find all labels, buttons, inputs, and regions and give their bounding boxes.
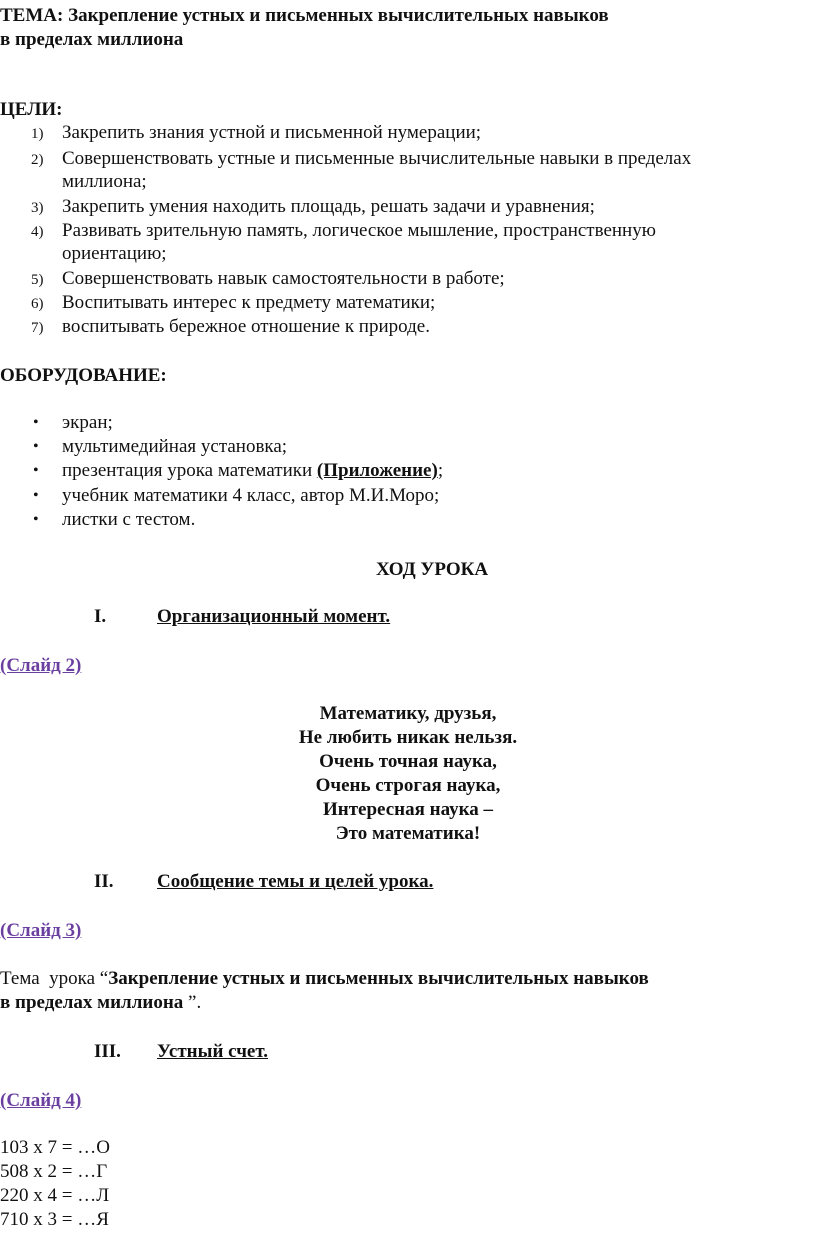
poem-line: Очень точная наука, — [319, 751, 497, 772]
goal-text-continued: ориентацию; — [62, 243, 167, 264]
poem-line: Математику, друзья, — [319, 703, 497, 724]
goal-text: Совершенствовать навык самостоятельности в работе; — [62, 268, 505, 289]
goal-number: 5) — [31, 272, 44, 288]
bullet-icon: • — [33, 414, 39, 431]
goal-text: Развивать зрительную память, логическое мышление, пространственную — [62, 220, 656, 241]
lesson-heading: ХОД УРОКА — [376, 559, 489, 580]
goal-number: 1) — [31, 126, 44, 142]
section-3-roman: III. — [94, 1041, 121, 1062]
goal-number: 3) — [31, 200, 44, 216]
goal-text: Совершенствовать устные и письменные вычислительные навыки в пределах — [62, 148, 692, 169]
goal-text: Закрепить умения находить площадь, решать задачи и уравнения; — [62, 196, 595, 217]
goal-text: Закрепить знания устной и письменной нумерации; — [62, 122, 482, 143]
calc-line: 103 х 7 = …О — [0, 1137, 110, 1158]
goal-number: 7) — [31, 320, 44, 336]
poem-line: Не любить никак нельзя. — [298, 727, 518, 748]
bullet-icon: • — [33, 438, 39, 455]
goal-number: 6) — [31, 296, 44, 312]
goal-text: воспитывать бережное отношение к природе. — [62, 316, 430, 337]
slide-4-link[interactable]: (Слайд 4) — [0, 1090, 82, 1111]
bullet-icon: • — [33, 462, 39, 479]
goal-text: Воспитывать интерес к предмету математики; — [62, 292, 436, 313]
appendix-link[interactable]: (Приложение) — [316, 460, 438, 481]
topic-line-1: ТЕМА: Закрепление устных и письменных вычислительных навыков — [0, 5, 609, 26]
bullet-icon: • — [33, 487, 39, 504]
section-2-roman: II. — [94, 871, 114, 892]
calc-line: 220 х 4 = …Л — [0, 1185, 110, 1206]
goal-number: 4) — [31, 224, 44, 240]
poem-line: Очень строгая наука, — [315, 775, 501, 796]
section-2-title: Сообщение темы и целей урока. — [157, 871, 434, 892]
goals-heading: ЦЕЛИ: — [0, 99, 63, 120]
section-1-roman: I. — [94, 606, 107, 627]
slide-2-link[interactable]: (Слайд 2) — [0, 655, 82, 676]
equipment-heading: ОБОРУДОВАНИЕ: — [0, 365, 167, 386]
slide-3-link[interactable]: (Слайд 3) — [0, 920, 82, 941]
poem-line: Интересная наука – — [322, 799, 494, 820]
calc-line: 710 х 3 = …Я — [0, 1209, 109, 1230]
goal-number: 2) — [31, 152, 44, 168]
goal-text-continued: миллиона; — [62, 171, 147, 192]
topic-statement-line-2: в пределах миллиона ”. — [0, 992, 202, 1013]
bullet-icon: • — [33, 511, 39, 528]
poem-line: Это математика! — [335, 823, 481, 844]
section-1-title: Организационный момент. — [157, 606, 391, 627]
topic-statement-line-1: Тема урока “Закрепление устных и письменных вычислительных навыков — [0, 968, 649, 989]
calc-line: 508 х 2 = …Г — [0, 1161, 108, 1182]
document-page: ТЕМА: Закрепление устных и письменных вычислительных навыков в пределах миллиона ЦЕЛИ: 1) Закрепить знания устной и письменной нумерации; 2) Совершенствовать устные и письменные вычислительные навыки в пределах миллиона; 3) Закрепить умения находить площадь, решать задачи и уравнения; 4) Развивать зрительную память, логическое мышление, пространственную ориентацию; 5) Совершенствовать навык самостоятельности в работе; 6) Воспитывать интерес к предмету математики; 7) воспитывать бережное отношение к природе. ОБОРУДОВАНИЕ: • экран; • мультимедийная установка; • презентация урока математики (Приложение); • учебник математики 4 класс, автор М.И.Моро; • листки с тестом. ХОД УРОКА I. Организационный момент. (Слайд 2) Математику, друзья, Не любить никак нельзя. Очень точная наука, Очень строгая наука, Интересная наука – Это математика! II. Сообщение темы и целей урока. (Слайд 3) Тема урока “Закрепление устных и письменных вычислительных навыков в пределах миллиона ”. III. Устный счет. (Слайд 4) 103 х 7 = …О 508 х 2 = …Г 220 х 4 = …Л 710 х 3 = …Я — [0, 0, 816, 1234]
section-3-title: Устный счет. — [157, 1041, 268, 1062]
topic-line-2: в пределах миллиона — [0, 29, 184, 50]
